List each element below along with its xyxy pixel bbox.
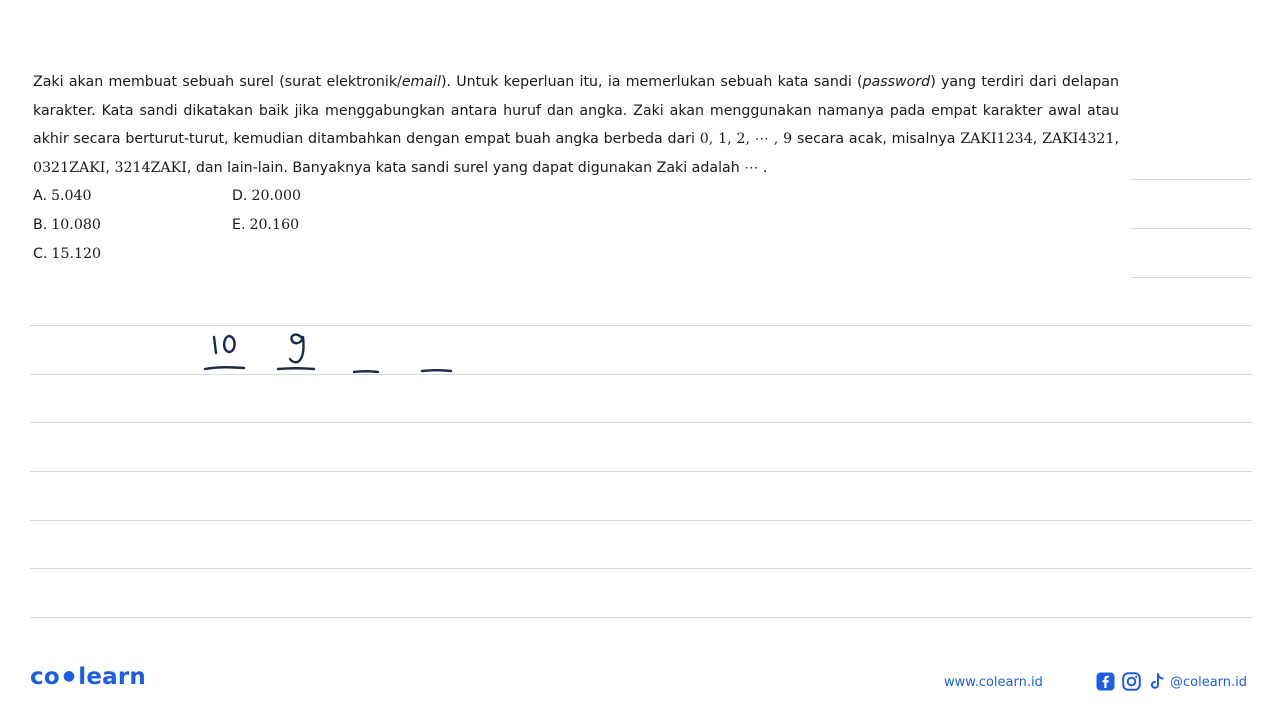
- blank-slot-3: [354, 371, 378, 372]
- logo-dot: ●: [62, 668, 76, 684]
- social-handle[interactable]: @colearn.id: [1170, 675, 1248, 690]
- question-text: Zaki akan membuat sebuah surel (surat elektronik/email). Untuk keperluan itu, ia memerlukan sebuah kata sandi (password) yang terdiri dari delapan karakter. Kata sandi dikatakan baik jika menggabungkan antara huruf dan angka. Zaki akan menggunakan namanya pada empat karakter awal atau akhir secara berturut-turut, kemudian ditambahkan dengan empat buah angka berbeda dari 0, 1, 2, ⋯ , 9 secara acak, misalnya ZAKI1234, ZAKI4321, 0321ZAKI, 3214ZAKI, dan lain-lain. Banyaknya kata sandi surel yang dapat digunakan Zaki adalah ⋯ .: [33, 74, 1119, 176]
- blank-slot-4: [422, 370, 451, 371]
- colearn-logo: co ● learn: [30, 664, 146, 690]
- facebook-icon[interactable]: [1096, 672, 1115, 691]
- handwritten-digit-one: [214, 337, 216, 353]
- option-e[interactable]: E. 20.160: [232, 216, 300, 233]
- option-d[interactable]: D. 20.000: [232, 188, 302, 205]
- instagram-icon[interactable]: [1122, 672, 1141, 691]
- website-link[interactable]: www.colearn.id: [944, 675, 1043, 690]
- tiktok-icon[interactable]: [1148, 672, 1167, 691]
- option-a[interactable]: A. 5.040: [33, 188, 92, 205]
- blank-slot-2: [278, 368, 314, 369]
- option-c[interactable]: C. 15.120: [33, 245, 102, 262]
- blank-slot-1: [205, 367, 244, 369]
- handwritten-digit-zero: [224, 336, 235, 352]
- handwritten-digit-nine: [290, 335, 304, 363]
- option-b[interactable]: B. 10.080: [33, 216, 101, 233]
